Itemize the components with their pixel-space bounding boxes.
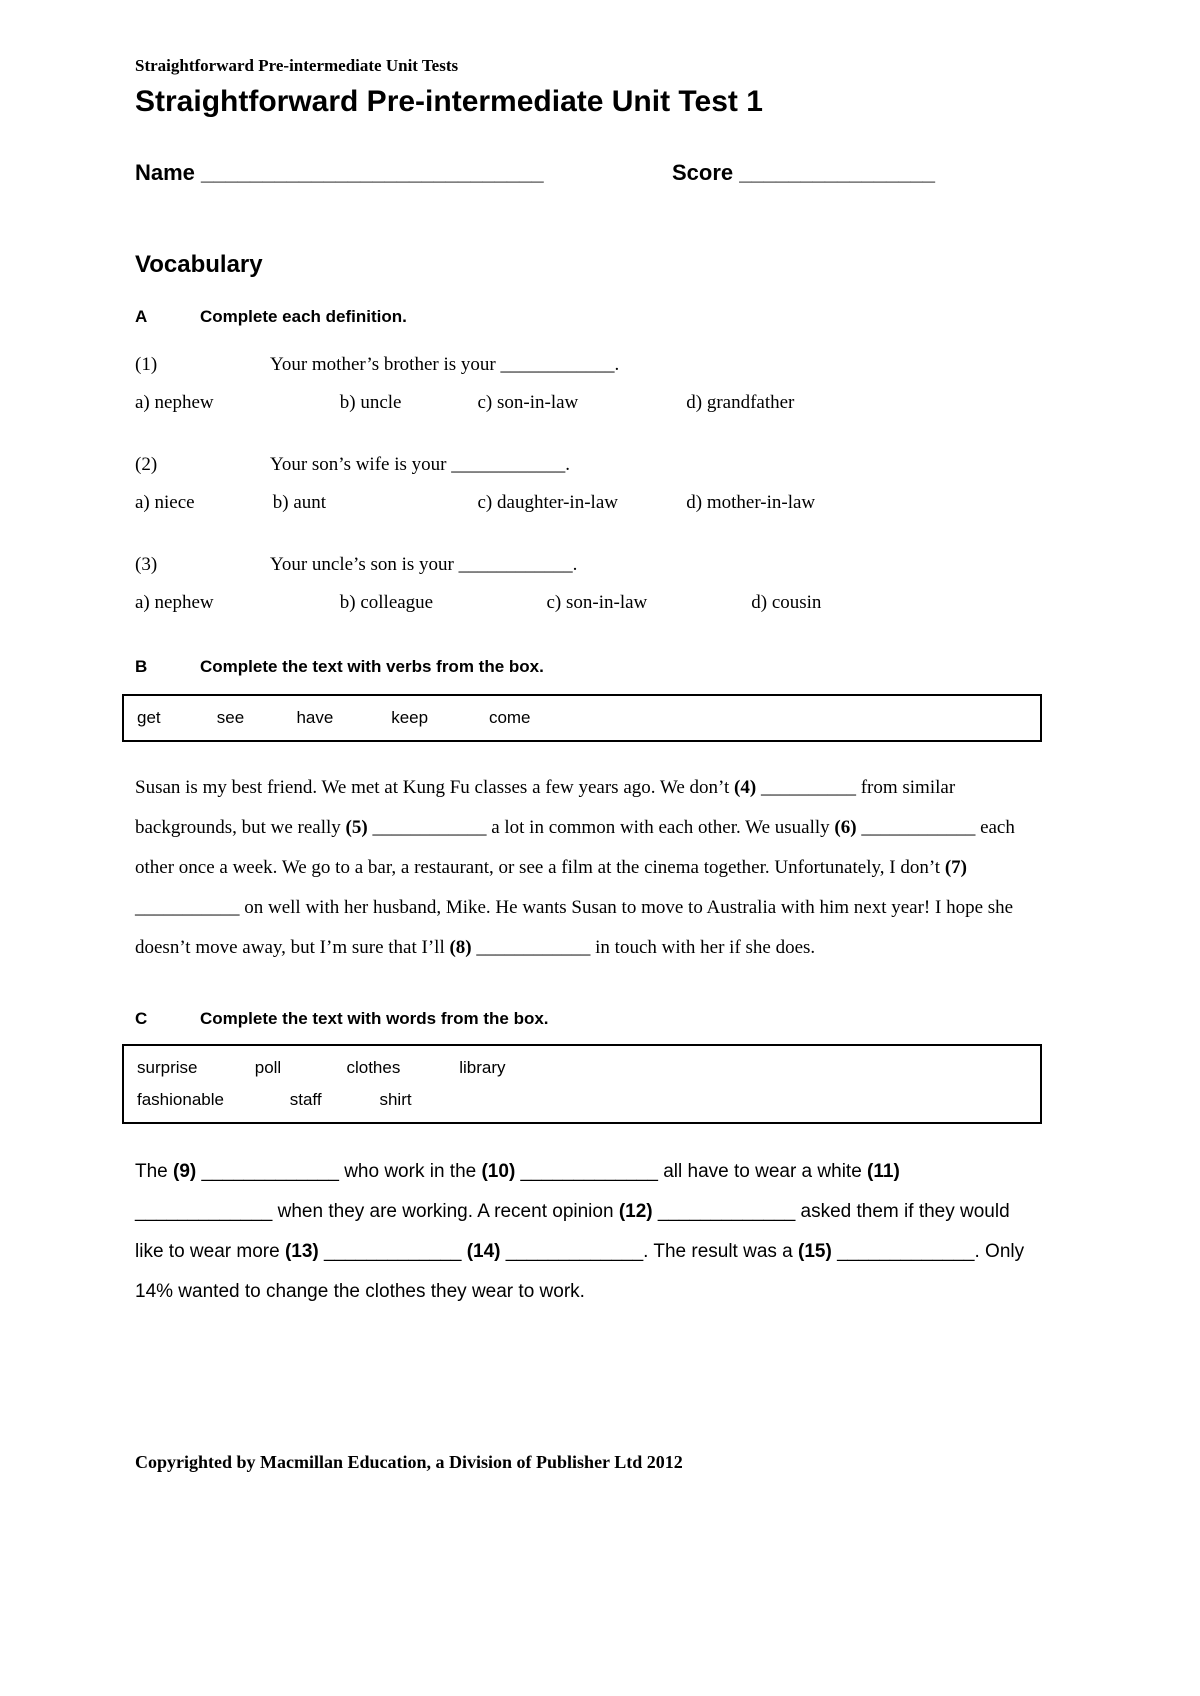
verb-box-row	[137, 702, 1030, 734]
question-2-options	[135, 490, 1065, 516]
verb-box-word: have	[296, 708, 334, 727]
question-3-option-d: d) cousin	[751, 592, 822, 613]
section-c-instruction: Complete the text with words from the box.	[200, 1009, 549, 1028]
section-a-instruction: Complete each definition.	[200, 307, 407, 326]
question-3-row	[135, 552, 1065, 578]
question-2-row	[135, 452, 1065, 478]
footer-copyright: Copyrighted by Macmillan Education, a Division of Publisher Ltd 2012	[135, 1452, 683, 1472]
section-a-letter: A	[135, 307, 148, 326]
section-c-text: The (9) _____________ who work in the (10) _____________ all have to wear a white (11) _____________ when they are working. A recent opinion (12) _____________ asked them if they would like to wear more (13) _____________ (14) _____________. The result was a (15) _____________. Only 14% wanted to change the clothes they wear to work.	[135, 1161, 1025, 1302]
question-2-option-a: a) niece	[135, 492, 195, 513]
name-blank-line: ____________________________	[201, 160, 544, 185]
word-box-c-word: surprise	[137, 1058, 198, 1077]
question-3-option-a: a) nephew	[135, 592, 214, 613]
verb-word-box	[122, 694, 1042, 742]
section-b-heading	[135, 656, 1065, 678]
question-1-option-d: d) grandfather	[686, 392, 795, 413]
question-3-option-b: b) colleague	[339, 592, 434, 613]
verb-box-word: get	[137, 708, 161, 727]
question-3-number: (3)	[135, 554, 158, 575]
question-3-options	[135, 590, 1065, 616]
question-3-option-c: c) son-in-law	[546, 592, 648, 613]
word-box-c-row-1	[137, 1052, 1030, 1084]
question-2-number: (2)	[135, 454, 158, 475]
question-2-option-c: c) daughter-in-law	[477, 492, 618, 513]
question-1-row	[135, 352, 1065, 378]
question-1-options	[135, 390, 1065, 416]
question-2-option-b: b) aunt	[272, 492, 327, 513]
word-box-c	[122, 1044, 1042, 1124]
verb-box-word: keep	[391, 708, 429, 727]
question-1-number: (1)	[135, 354, 158, 375]
series-title: Straightforward Pre-intermediate Unit Tests	[135, 56, 459, 75]
question-3-prompt: Your uncle’s son is your ____________.	[270, 554, 578, 575]
section-b-instruction: Complete the text with verbs from the box.	[200, 657, 544, 676]
word-box-c-word: fashionable	[137, 1090, 224, 1109]
question-1-option-a: a) nephew	[135, 392, 214, 413]
verb-box-word: see	[216, 708, 245, 727]
section-b-text: Susan is my best friend. We met at Kung Fu classes a few years ago. We don’t (4) __________ from similar backgrounds, but we really (5) ____________ a lot in common with each other. We usually (6) ____________ each other once a week. We go to a bar, a restaurant, or see a film at the cinema together. Unfortunately, I don’t (7) ___________ on well with her husband, Mike. He wants Susan to move to Australia with him next year! I hope she doesn’t move away, but I’m sure that I’ll (8) ____________ in touch with her if she does.	[135, 777, 1015, 958]
score-label: Score	[672, 160, 734, 185]
section-b-letter: B	[135, 657, 148, 676]
score-group	[672, 160, 935, 186]
word-box-c-word: shirt	[379, 1090, 412, 1109]
word-box-c-row-2	[137, 1084, 1030, 1116]
question-1-option-b: b) uncle	[339, 392, 402, 413]
word-box-c-word: clothes	[346, 1058, 401, 1077]
word-box-c-word: library	[459, 1058, 506, 1077]
section-c-letter: C	[135, 1009, 148, 1028]
question-1-option-c: c) son-in-law	[477, 392, 579, 413]
question-2-option-d: d) mother-in-law	[686, 492, 816, 513]
verb-box-word: come	[488, 708, 531, 727]
page-title: Straightforward Pre-intermediate Unit Test 1	[135, 85, 763, 118]
score-blank-line: ________________	[739, 160, 936, 185]
word-box-c-word: staff	[289, 1090, 322, 1109]
question-1-prompt: Your mother’s brother is your ____________.	[270, 354, 620, 375]
section-c-heading	[135, 1008, 1065, 1030]
section-a-heading	[135, 306, 1065, 328]
name-score-row	[135, 160, 1065, 192]
vocabulary-heading: Vocabulary	[135, 251, 263, 278]
name-label: Name	[135, 160, 195, 185]
question-2-prompt: Your son’s wife is your ____________.	[270, 454, 570, 475]
word-box-c-word: poll	[254, 1058, 282, 1077]
